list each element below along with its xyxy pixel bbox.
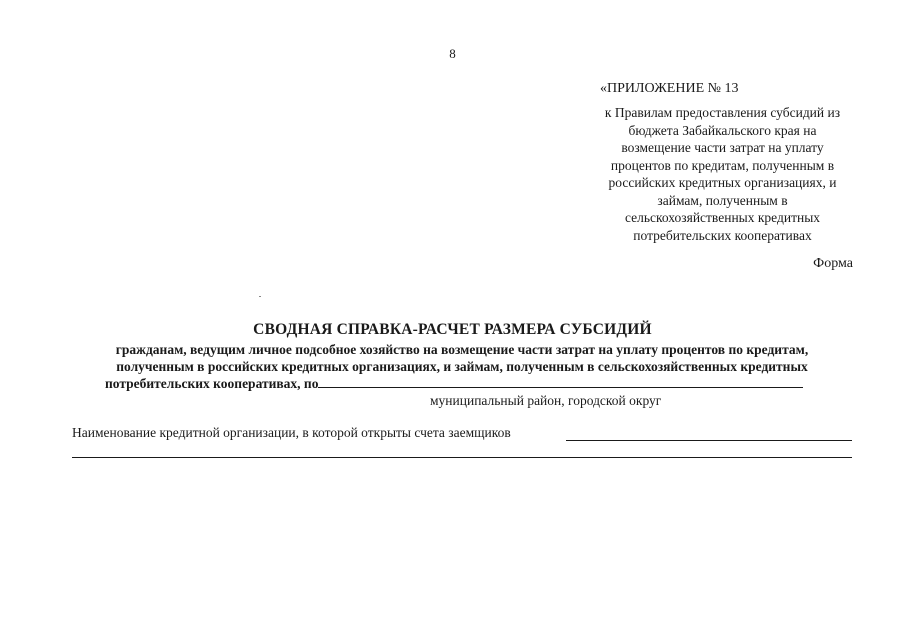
creditor-blank-line — [566, 440, 852, 441]
subtitle-line: гражданам, ведущим личное подсобное хозяйство на возмещение части затрат на уплату процентов по кредитам, — [115, 342, 809, 357]
appendix-line: российских кредитных организациях, и — [608, 175, 837, 190]
municipality-blank-line — [318, 375, 803, 388]
appendix-line: потребительских кооперативах — [633, 227, 812, 243]
appendix-line: возмещение части затрат на уплату — [621, 140, 824, 155]
appendix-line: процентов по кредитам, полученным в — [610, 157, 835, 173]
municipality-caption: муниципальный район, городской округ — [430, 393, 662, 408]
appendix-title: «ПРИЛОЖЕНИЕ № 13 — [600, 81, 739, 96]
creditor-label: Наименование кредитной организации, в которой открыты счета заемщиков — [72, 425, 511, 440]
subtitle-line: полученным в российских кредитных организациях, и займам, полученным в сельскохозяйственных кредитных — [116, 359, 808, 374]
document-subtitle — [62, 341, 862, 392]
full-width-blank-line — [72, 457, 852, 458]
subtitle-line: потребительских кооперативах, по — [105, 376, 319, 391]
document-title: СВОДНАЯ СПРАВКА-РАСЧЕТ РАЗМЕРА СУБСИДИЙ — [253, 321, 652, 338]
scan-speck — [259, 296, 261, 297]
form-label: Форма — [813, 256, 853, 271]
appendix-description — [580, 104, 865, 244]
appendix-line: к Правилам предоставления субсидий из — [604, 105, 841, 120]
page-number: 8 — [449, 46, 456, 61]
appendix-line: бюджета Забайкальского края на — [628, 122, 817, 138]
appendix-line: сельскохозяйственных кредитных — [624, 210, 821, 225]
subtitle-line-with-blank — [62, 375, 862, 392]
appendix-line: займам, полученным в — [657, 192, 788, 208]
